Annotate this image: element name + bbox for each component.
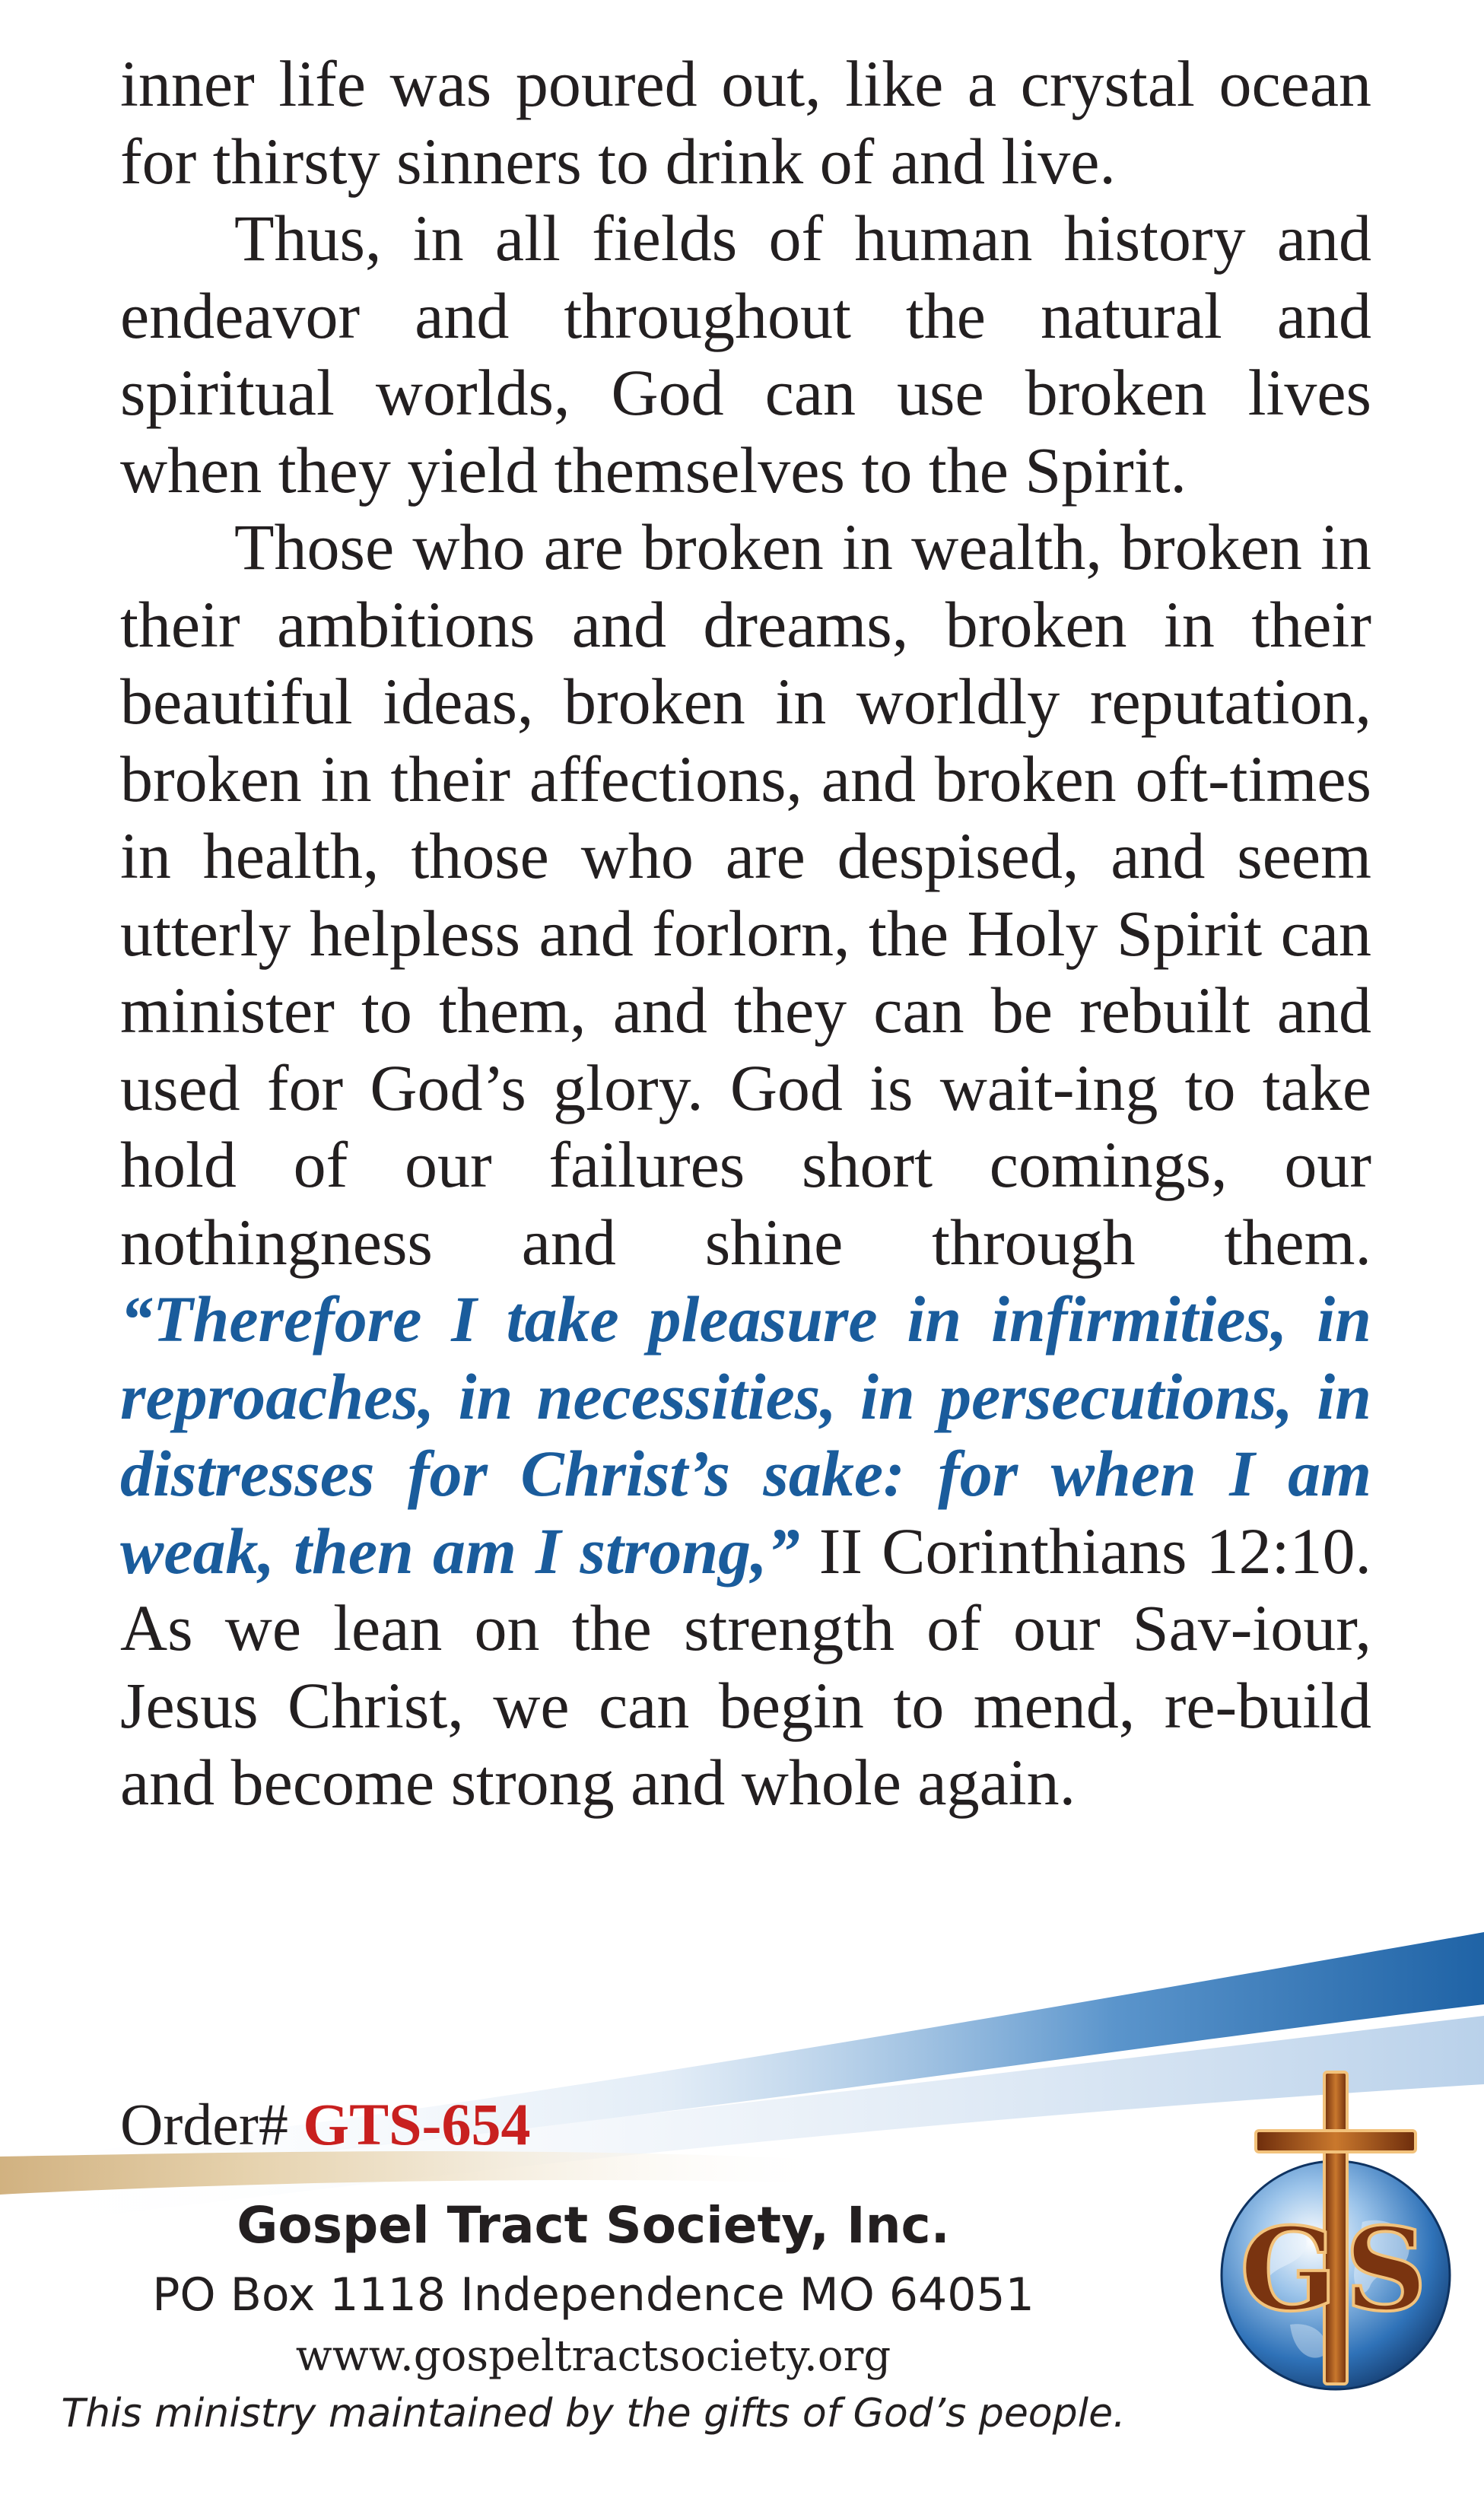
- scripture-reference: II Corinthians 12:10. As we lean on the strength of our Sav-iour, Jesus Christ, we can begin to mend, re-build and become strong and whole again.: [120, 1514, 1371, 1819]
- website-url: www.gospeltractsociety.org: [295, 2331, 891, 2381]
- order-number: [120, 2090, 530, 2159]
- body-text: [120, 46, 1371, 1822]
- order-label: Order#: [120, 2091, 288, 2157]
- organization-name: Gospel Tract Society, Inc.: [237, 2196, 950, 2255]
- paragraph-1: inner life was poured out, like a crystal ocean for thirsty sinners to drink of and live.: [120, 47, 1371, 198]
- paragraph-3-text: Those who are broken in wealth, broken in their ambitions and dreams, broken in their beautiful ideas, broken in worldly reputation, broken in their affections, and broken oft-times in health, those who are despised, and seem utterly helpless and forlorn, the Holy Spirit can minister to them, and they can be rebuilt and used for God’s glory. God is wait-ing to take hold of our failures short comings, our nothingness and shine through them.: [120, 510, 1371, 1279]
- mailing-address: PO Box 1118 Independence MO 64051: [152, 2268, 1034, 2322]
- svg-text:G: G: [1239, 2203, 1338, 2337]
- gts-cross-globe-logo: [1199, 2058, 1473, 2401]
- scripture-quote: “Therefore I take pleasure in infirmities, in reproaches, in necessities, in persecutions, in distresses for Christ’s sake: for when I am weak, then am I strong,”: [120, 1283, 1371, 1588]
- order-code: GTS-654: [303, 2091, 531, 2157]
- paragraph-2: Thus, in all fields of human history and endeavor and throughout the natural and spiritual worlds, God can use broken lives when they yield themselves to the Spirit.: [120, 202, 1371, 507]
- svg-text:S: S: [1344, 2203, 1428, 2337]
- paragraph-3: [120, 509, 1371, 1822]
- ministry-tagline: This ministry maintained by the gifts of God’s people.: [61, 2391, 1126, 2436]
